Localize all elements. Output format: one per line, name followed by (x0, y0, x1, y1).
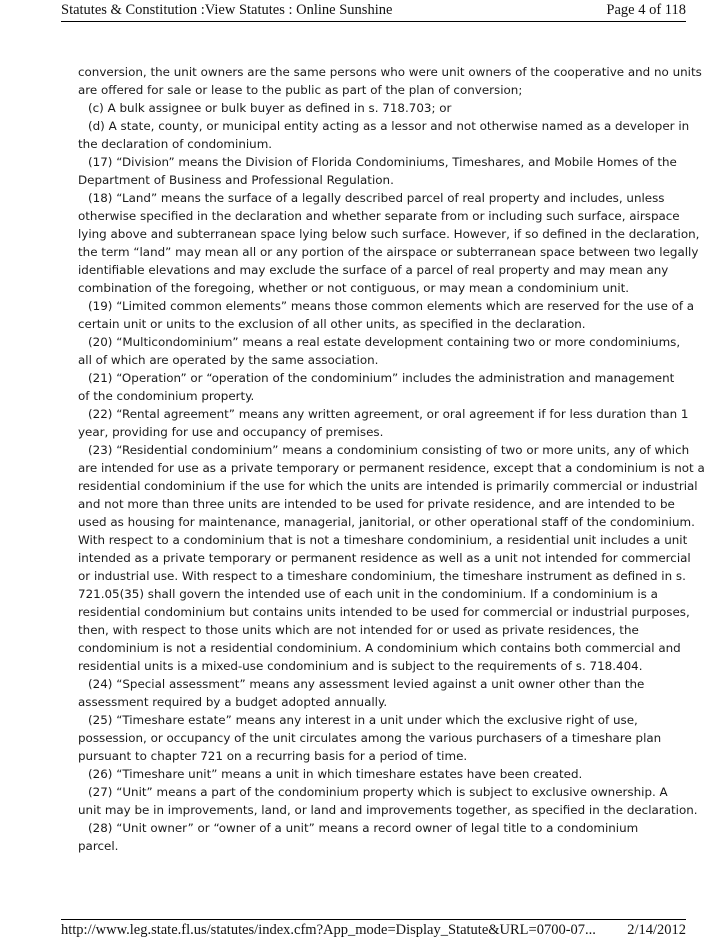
text-line: (24) “Special assessment” means any assessment levied against a unit owner other than the (88, 677, 645, 691)
text-line: condominium is not a residential condominium. A condominium which contains both commercial and (78, 641, 681, 655)
text-line: (19) “Limited common elements” means those common elements which are reserved for the use of a (88, 299, 695, 313)
text-line: year, providing for use and occupancy of premises. (78, 425, 384, 439)
text-line: conversion, the unit owners are the same persons who were unit owners of the cooperative and no units (78, 65, 702, 79)
text-line: (17) “Division” means the Division of Florida Condominiums, Timeshares, and Mobile Homes of the (88, 155, 677, 169)
text-line: unit may be in improvements, land, or land and improvements together, as specified in the declaration. (78, 803, 698, 817)
text-line: Department of Business and Professional Regulation. (78, 173, 394, 187)
text-line: (27) “Unit” means a part of the condominium property which is subject to exclusive ownership. A (88, 785, 668, 799)
text-line: or industrial use. With respect to a timeshare condominium, the timeshare instrument as defined in s. (78, 569, 686, 583)
text-line: (18) “Land” means the surface of a legally described parcel of real property and includes, unless (88, 191, 665, 205)
text-line: residential condominium but contains units intended to be used for commercial or industrial purposes, (78, 605, 690, 619)
text-line: identifiable elevations and may exclude the surface of a parcel of real property and may mean any (78, 263, 669, 277)
text-line: are intended for use as a private temporary or permanent residence, except that a condominium is not a (78, 461, 705, 475)
text-line: parcel. (78, 839, 119, 853)
header-title: Statutes & Constitution :View Statutes : Online Sunshine (61, 2, 393, 18)
text-line: the declaration of condominium. (78, 137, 273, 151)
page-footer (61, 919, 686, 940)
text-line: residential units is a mixed-use condominium and is subject to the requirements of s. 718.404. (78, 659, 643, 673)
text-line: With respect to a condominium that is not a timeshare condominium, a residential unit includes a unit (78, 533, 688, 547)
text-line: (22) “Rental agreement” means any written agreement, or oral agreement if for less duration than 1 (88, 407, 689, 421)
text-line: used as housing for maintenance, managerial, janitorial, or other operational staff of the condominium. (78, 515, 695, 529)
page-header (61, 0, 686, 22)
text-line: (d) A state, county, or municipal entity acting as a lessor and not otherwise named as a developer in (88, 119, 690, 133)
footer-url: http://www.leg.state.fl.us/statutes/index.cfm?App_mode=Display_Statute&URL=0700-07... (61, 922, 596, 938)
text-line: and not more than three units are intended to be used for private residence, and are intended to be (78, 497, 675, 511)
text-line: intended as a private temporary or permanent residence as well as a unit not intended for commercial (78, 551, 691, 565)
text-line: the term “land” may mean all or any portion of the airspace or subterranean space between two legally (78, 245, 699, 259)
text-line: residential condominium if the use for which the units are intended is primarily commercial or industrial (78, 479, 698, 493)
text-line: otherwise specified in the declaration and whether separate from or including such surface, airspace (78, 209, 680, 223)
text-line: all of which are operated by the same association. (78, 353, 379, 367)
text-line: certain unit or units to the exclusion of all other units, as specified in the declaration. (78, 317, 586, 331)
text-line: of the condominium property. (78, 389, 255, 403)
text-line: pursuant to chapter 721 on a recurring basis for a period of time. (78, 749, 468, 763)
footer-date: 2/14/2012 (627, 922, 686, 938)
text-line: (28) “Unit owner” or “owner of a unit” means a record owner of legal title to a condominium (88, 821, 639, 835)
text-line: (26) “Timeshare unit” means a unit in which timeshare estates have been created. (88, 767, 583, 781)
text-line: 721.05(35) shall govern the intended use of each unit in the condominium. If a condominium is a (78, 587, 658, 601)
text-line: assessment required by a budget adopted annually. (78, 695, 388, 709)
statute-body (78, 63, 705, 855)
text-line: (20) “Multicondominium” means a real estate development containing two or more condominiums, (88, 335, 681, 349)
text-line: (21) “Operation” or “operation of the condominium” includes the administration and management (88, 371, 675, 385)
text-line: are offered for sale or lease to the public as part of the plan of conversion; (78, 83, 523, 97)
text-line: possession, or occupancy of the unit circulates among the various purchasers of a timeshare plan (78, 731, 662, 745)
text-line: combination of the foregoing, whether or not contiguous, or may mean a condominium unit. (78, 281, 630, 295)
text-line: (25) “Timeshare estate” means any interest in a unit under which the exclusive right of use, (88, 713, 638, 727)
text-line: lying above and subterranean space lying below such surface. However, if so defined in the declaration, (78, 227, 700, 241)
page-number: Page 4 of 118 (606, 2, 686, 18)
text-line: (c) A bulk assignee or bulk buyer as defined in s. 718.703; or (88, 101, 452, 115)
text-line: then, with respect to those units which are not intended for or used as private residences, the (78, 623, 639, 637)
text-line: (23) “Residential condominium” means a condominium consisting of two or more units, any of which (88, 443, 690, 457)
